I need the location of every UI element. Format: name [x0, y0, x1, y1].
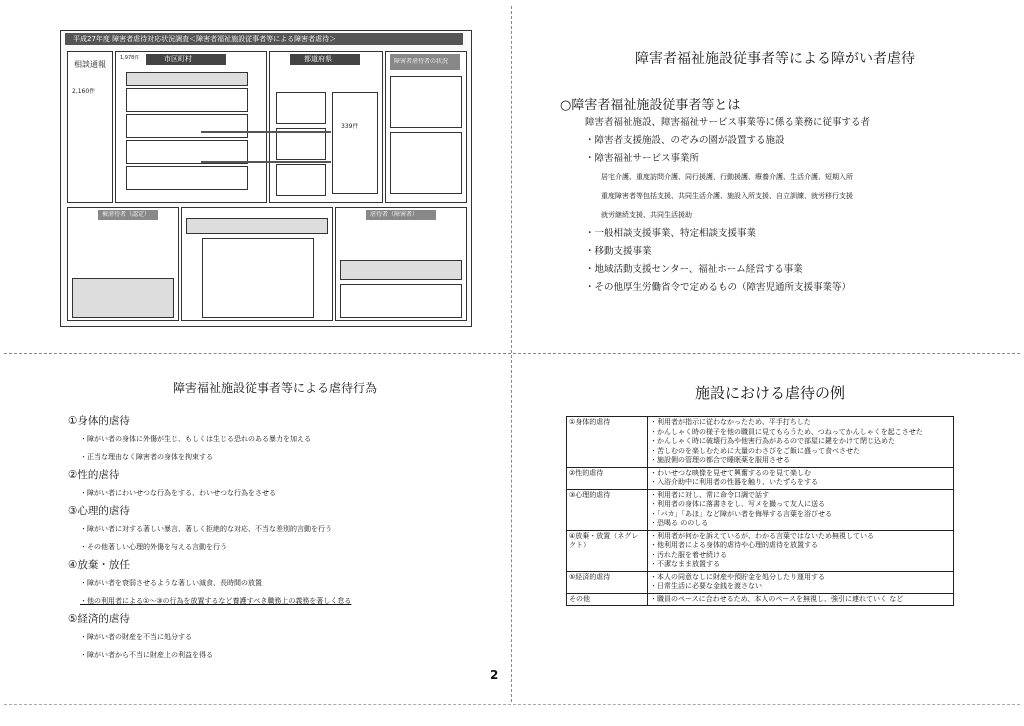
sub-box	[126, 88, 248, 112]
table-row	[567, 467, 954, 489]
prefecture-box	[269, 51, 383, 203]
victim-header	[98, 210, 158, 220]
examples-title: 施設における虐待の例	[694, 384, 845, 402]
sub-table	[72, 278, 174, 318]
sub-table	[186, 218, 328, 234]
sub-box	[126, 166, 248, 190]
abuse-acts-list	[68, 412, 498, 664]
abuse-type-cell: その他	[567, 593, 648, 606]
consult-label: 相談通報	[74, 60, 106, 69]
abuse-act-item: ・障がい者の身体に外傷が生じ、もしくは生じる恐れのある暴力を加える	[80, 435, 311, 443]
abuse-category-heading: ①身体的虐待	[68, 415, 130, 427]
consult-box	[67, 51, 113, 203]
abuse-survey-diagram	[60, 30, 472, 327]
flow-arrow	[201, 131, 331, 133]
abuse-category-heading: ⑤経済的虐待	[68, 613, 130, 625]
definition-list	[585, 114, 1005, 297]
definition-line: 障害者福祉施設、障害福祉サービス事業等に係る業務に従事する者	[585, 117, 871, 128]
abuse-example-cell: ・本人の同意なしに財産や預貯金を処分したり運用する ・日常生活に必要な金銭を渡さない	[648, 571, 954, 593]
right-box	[385, 51, 467, 203]
municipality-label: 市区町村	[164, 55, 192, 63]
municipality-box	[115, 51, 267, 203]
abuse-act-item: ・他の利用者による①～③の行為を放置するなど養護すべき職務上の義務を著しく怠る	[80, 597, 352, 605]
sub-box	[126, 72, 248, 86]
abuse-examples-table	[566, 416, 954, 606]
horizontal-divider	[4, 353, 1020, 354]
abuse-type-cell: ①身体的虐待	[567, 417, 648, 468]
abuse-example-cell: ・わいせつな映像を見せて興奮するのを見て楽しむ ・入浴介助中に利用者の性器を触り、いたずらをする	[648, 467, 954, 489]
abuse-example-cell: ・利用者が何かを訴えているが、わかる言葉ではないため無視している ・他利用者による身体的虐待や心理的虐待を放置する ・汚れた服を着せ続ける ・不潔なまま放置する	[648, 530, 954, 571]
table-row	[567, 417, 954, 468]
sub-table	[340, 284, 462, 318]
count-prefecture: 339件	[341, 123, 359, 130]
flow-arrow	[201, 161, 331, 163]
table-row	[567, 593, 954, 606]
sub-table	[340, 260, 462, 280]
municipality-header	[146, 54, 226, 65]
abuse-type-cell: ②性的虐待	[567, 467, 648, 489]
abuse-category-heading: ③心理的虐待	[68, 505, 130, 517]
sub-box	[276, 164, 326, 196]
victim-header-label: 被虐待者（認定）	[102, 211, 151, 218]
definition-line: ・障害者支援施設、のぞみの園が設置する施設	[585, 135, 785, 146]
vertical-divider	[511, 6, 512, 702]
right-header-label: 障害者虐待者の状況	[394, 58, 449, 65]
page-number: 2	[490, 668, 499, 682]
center-table-box	[181, 207, 333, 321]
definition-line: ・地域活動支援センター、福祉ホーム経営する事業	[585, 264, 803, 275]
abuse-type-cell: ③心理的虐待	[567, 489, 648, 530]
definition-subtitle: ○障害者福祉施設従事者等とは	[560, 98, 741, 113]
abuse-act-item: ・障がい者から不当に財産上の利益を得る	[80, 651, 213, 659]
prefecture-header	[290, 54, 360, 65]
table-row	[567, 530, 954, 571]
definition-line: ・その他厚生労働省令で定めるもの（障害児通所支援事業等）	[585, 282, 852, 293]
diagram-title: 平成27年度 障害者虐待対応状況調査＜障害者福祉施設従事者等による障害者虐待＞	[65, 33, 463, 45]
count-municipality: 1,978件	[120, 55, 140, 61]
abuse-example-cell: ・利用者が指示に従わなかったため、平手打ちした ・かんしゃく時の様子を他の職員に見てもらうため、つねってかんしゃくを起こさせた ・かんしゃく時に破壊行為や他害行為があるので部屋に鍵をかけて閉じ込めた ・苦しむのを楽しむために大量のわさびをご飯に盛って食べさせた ・施設側の管理の都合で睡眠薬を服用させる	[648, 417, 954, 468]
abuse-act-item: ・正当な理由なく障害者の身体を拘束する	[80, 453, 213, 461]
abuse-act-item: ・障がい者に対する著しい暴言、著しく拒絶的な対応、不当な差別的言動を行う	[80, 525, 332, 533]
right-header	[390, 54, 460, 70]
definition-line: 居宅介護、重度訪問介護、同行援護、行動援護、療養介護、生活介護、短期入所	[601, 173, 853, 181]
abuser-box	[335, 207, 467, 321]
sub-box	[390, 76, 462, 128]
abuse-category-heading: ④放棄・放任	[68, 559, 130, 571]
table-row	[567, 489, 954, 530]
abuse-example-cell: ・職員のペースに合わせるため、本人のペースを無視し、強引に連れていく など	[648, 593, 954, 606]
abuser-header	[366, 210, 436, 220]
abuse-type-cell: ⑤経済的虐待	[567, 571, 648, 593]
definition-line: ・一般相談支援事業、特定相談支援事業	[585, 228, 757, 239]
abuse-acts-title: 障害福祉施設従事者等による虐待行為	[172, 381, 377, 395]
abuse-category-heading: ②性的虐待	[68, 469, 120, 481]
sub-box	[126, 114, 248, 138]
abuse-act-item: ・障がい者の財産を不当に処分する	[80, 633, 192, 641]
table-row	[567, 571, 954, 593]
abuser-header-label: 虐待者（障害者）	[370, 211, 419, 218]
prefecture-label: 都道府県	[304, 55, 332, 63]
victim-box	[67, 207, 179, 321]
bottom-divider	[4, 704, 1020, 705]
definition-line: 就労継続支援、共同生活援助	[601, 211, 692, 219]
sub-box	[390, 132, 462, 194]
sub-table	[202, 238, 314, 318]
definition-line: ・移動支援事業	[585, 246, 652, 257]
consult-count: 2,160件	[72, 88, 96, 95]
definition-line: ・障害福祉サービス事業所	[585, 153, 700, 164]
abuse-type-cell: ④放棄・放置（ネグレクト）	[567, 530, 648, 571]
abuse-act-item: ・障がい者にわいせつな行為をする、わいせつな行為をさせる	[80, 489, 276, 497]
abuse-act-item: ・障がい者を衰弱させるような著しい減食、長時間の放置	[80, 579, 262, 587]
sub-box	[276, 92, 326, 124]
sub-box	[332, 92, 378, 194]
definition-title: 障害者福祉施設従事者等による障がい者虐待	[635, 51, 915, 67]
abuse-act-item: ・その他著しい心理的外傷を与える言動を行う	[80, 543, 227, 551]
definition-line: 重度障害者等包括支援、共同生活介護、施設入所支援、自立訓練、就労移行支援	[601, 192, 853, 200]
abuse-example-cell: ・利用者に対し、常に命令口調で話す ・利用者の身体に落書きをし、写メを撮って友人に送る ・「バカ」「あほ」など障がい者を侮辱する言葉を浴びせる ・恐喝る ののしる	[648, 489, 954, 530]
